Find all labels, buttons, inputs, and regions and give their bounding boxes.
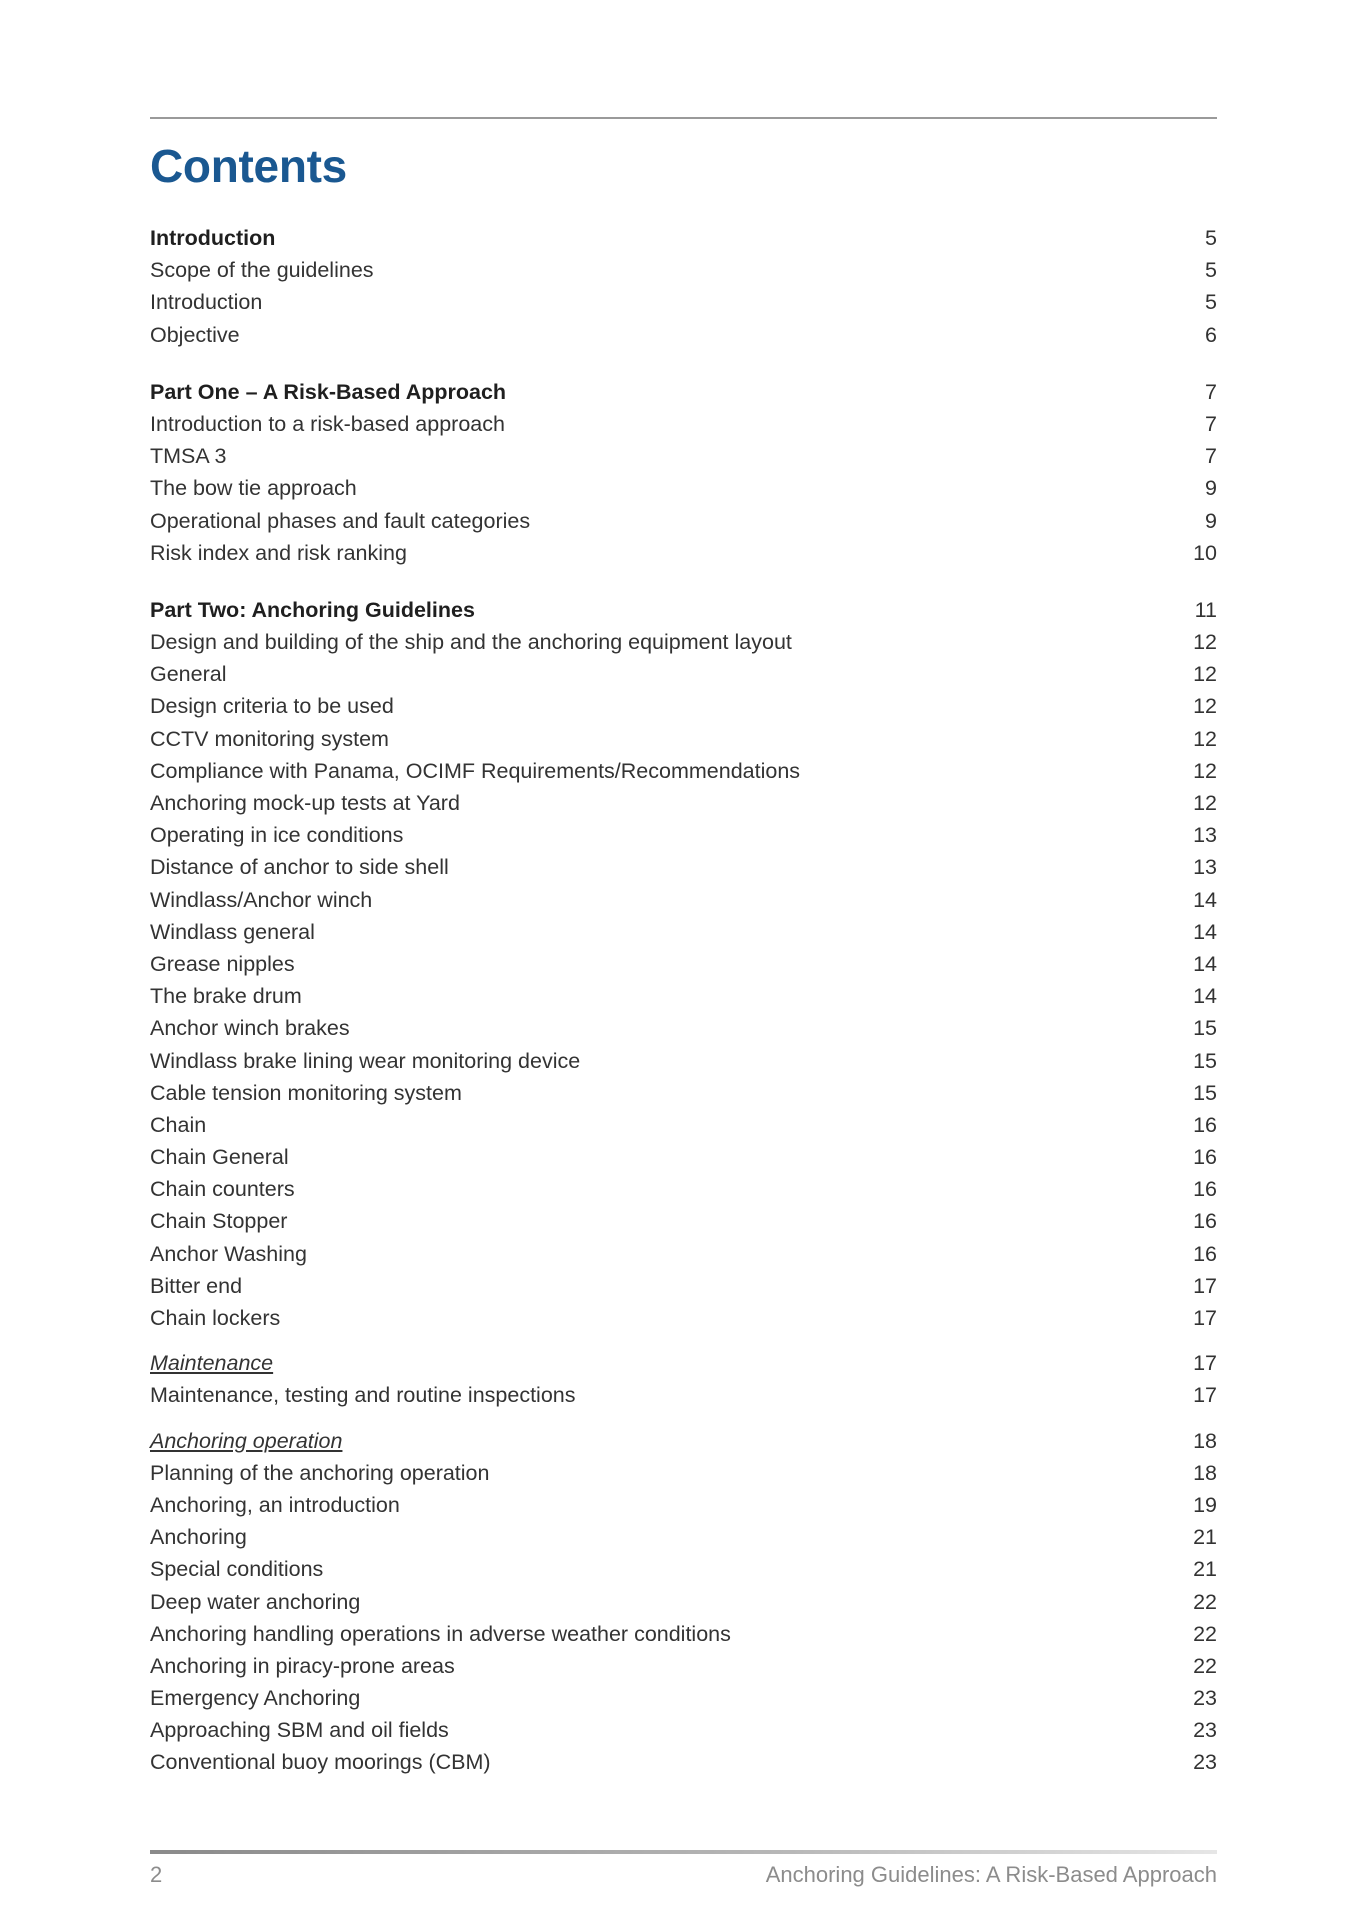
table-of-contents (150, 222, 1217, 1779)
toc-entry-label: Introduction to a risk-based approach (150, 411, 505, 436)
toc-entry-label: Windlass general (150, 919, 315, 944)
toc-entry[interactable] (150, 1045, 1217, 1077)
toc-entry[interactable] (150, 319, 1217, 351)
footer-divider (150, 1850, 1217, 1854)
top-divider (150, 117, 1217, 119)
toc-entry[interactable] (150, 1012, 1217, 1044)
toc-entry[interactable] (150, 948, 1217, 980)
toc-entry-label: Anchoring mock-up tests at Yard (150, 791, 460, 815)
toc-entry[interactable] (150, 690, 1217, 722)
toc-entry[interactable] (150, 1746, 1217, 1778)
toc-section-maintenance (150, 1347, 1217, 1411)
toc-entry-page: 7 (1205, 444, 1217, 469)
toc-heading-label: Introduction (150, 226, 276, 250)
toc-entry-label: Chain General (150, 1145, 289, 1170)
toc-entry-label: TMSA 3 (150, 444, 227, 469)
toc-entry[interactable] (150, 1457, 1217, 1489)
toc-entry-page: 7 (1205, 411, 1217, 436)
toc-entry-label: Chain (150, 1112, 207, 1137)
toc-entry[interactable] (150, 1379, 1217, 1411)
toc-entry-label: Objective (150, 322, 240, 347)
toc-subheading[interactable] (150, 1425, 1217, 1457)
toc-entry-label: Design and building of the ship and the anchoring equipment layout (150, 630, 792, 655)
toc-entry[interactable] (150, 1077, 1217, 1109)
toc-heading-page: 7 (1205, 379, 1217, 404)
toc-entry-page: 10 (1193, 540, 1217, 565)
toc-entry-label: CCTV monitoring system (150, 726, 389, 751)
toc-entry[interactable] (150, 787, 1217, 819)
toc-entry-page: 15 (1193, 1080, 1217, 1105)
toc-heading[interactable] (150, 594, 1217, 626)
toc-entry-page: 22 (1193, 1621, 1217, 1646)
toc-entry-page: 15 (1193, 1048, 1217, 1073)
toc-entry-label: The bow tie approach (150, 476, 357, 501)
toc-entry[interactable] (150, 1173, 1217, 1205)
toc-entry[interactable] (150, 505, 1217, 537)
toc-entry-label: Operational phases and fault categories (150, 508, 531, 533)
toc-entry[interactable] (150, 1489, 1217, 1521)
toc-entry-page: 22 (1193, 1653, 1217, 1678)
toc-entry-page: 5 (1205, 258, 1217, 283)
toc-entry-label: Anchoring (150, 1525, 247, 1550)
toc-entry[interactable] (150, 1205, 1217, 1237)
toc-entry-page: 16 (1193, 1112, 1217, 1137)
toc-entry-page: 23 (1193, 1686, 1217, 1711)
toc-entry[interactable] (150, 980, 1217, 1012)
toc-entry[interactable] (150, 1238, 1217, 1270)
toc-items (150, 1457, 1217, 1779)
toc-entry[interactable] (150, 1650, 1217, 1682)
toc-entry-page: 19 (1193, 1492, 1217, 1517)
toc-entry-page: 13 (1193, 823, 1217, 848)
toc-entry-page: 12 (1193, 791, 1217, 815)
toc-entry-label: Planning of the anchoring operation (150, 1460, 490, 1485)
toc-entry-page: 16 (1193, 1145, 1217, 1170)
toc-subheading[interactable] (150, 1347, 1217, 1379)
toc-items (150, 1379, 1217, 1411)
toc-entry-page: 16 (1193, 1177, 1217, 1202)
toc-entry-label: Distance of anchor to side shell (150, 855, 449, 880)
toc-subheading-label: Anchoring operation (150, 1428, 343, 1453)
toc-entry[interactable] (150, 723, 1217, 755)
toc-entry-page: 23 (1193, 1718, 1217, 1743)
toc-entry-page: 12 (1193, 630, 1217, 655)
toc-entry-page: 9 (1205, 508, 1217, 533)
toc-entry-label: Design criteria to be used (150, 694, 394, 719)
toc-entry-label: Special conditions (150, 1557, 324, 1582)
toc-subheading-page: 18 (1193, 1428, 1217, 1453)
toc-entry-label: Introduction (150, 290, 263, 315)
toc-entry-label: Emergency Anchoring (150, 1686, 361, 1711)
toc-entry-label: Operating in ice conditions (150, 823, 404, 848)
footer-publication-title: Anchoring Guidelines: A Risk-Based Approach (765, 1862, 1217, 1887)
toc-entry-page: 13 (1193, 855, 1217, 880)
toc-entry[interactable] (150, 1302, 1217, 1334)
toc-entry-page: 16 (1193, 1209, 1217, 1234)
toc-entry-page: 9 (1205, 476, 1217, 501)
toc-entry[interactable] (150, 1682, 1217, 1714)
toc-entry[interactable] (150, 626, 1217, 658)
toc-entry-label: Windlass brake lining wear monitoring device (150, 1048, 581, 1073)
toc-entry-page: 12 (1193, 726, 1217, 751)
toc-entry-label: General (150, 662, 227, 687)
toc-section-part-two (150, 594, 1217, 1334)
toc-entry-label: Chain Stopper (150, 1209, 288, 1234)
toc-entry-label: Scope of the guidelines (150, 258, 374, 283)
toc-entry-page: 14 (1193, 984, 1217, 1009)
toc-entry-label: The brake drum (150, 984, 302, 1009)
toc-entry[interactable] (150, 755, 1217, 787)
toc-entry-page: 12 (1193, 662, 1217, 687)
toc-entry-page: 14 (1193, 919, 1217, 944)
toc-entry-label: Deep water anchoring (150, 1589, 361, 1614)
toc-entry-label: Maintenance, testing and routine inspections (150, 1383, 576, 1408)
toc-entry-page: 23 (1193, 1750, 1217, 1775)
toc-entry[interactable] (150, 658, 1217, 690)
toc-heading[interactable] (150, 222, 1217, 254)
toc-heading[interactable] (150, 376, 1217, 408)
toc-entry-label: Chain lockers (150, 1306, 281, 1330)
toc-entry-label: Approaching SBM and oil fields (150, 1718, 449, 1743)
toc-entry-label: Grease nipples (150, 951, 295, 976)
toc-entry-page: 18 (1193, 1460, 1217, 1485)
toc-entry-label: Risk index and risk ranking (150, 540, 407, 565)
toc-entry[interactable] (150, 1521, 1217, 1553)
toc-section-anchoring-operation (150, 1425, 1217, 1779)
toc-entry[interactable] (150, 1141, 1217, 1173)
toc-entry[interactable] (150, 286, 1217, 318)
toc-entry-label: Bitter end (150, 1273, 243, 1298)
toc-entry-page: 12 (1193, 694, 1217, 719)
toc-entry-page: 6 (1205, 322, 1217, 347)
toc-items (150, 626, 1217, 1334)
toc-heading-label: Part Two: Anchoring Guidelines (150, 597, 475, 622)
toc-entry-label: Anchor Washing (150, 1241, 307, 1266)
toc-entry-page: 14 (1193, 951, 1217, 976)
toc-items (150, 408, 1217, 569)
toc-entry-page: 21 (1193, 1557, 1217, 1582)
toc-entry-label: Chain counters (150, 1177, 295, 1202)
toc-subheading-label: Maintenance (150, 1351, 274, 1376)
toc-entry-label: Anchoring handling operations in adverse weather conditions (150, 1621, 731, 1646)
toc-entry-label: Conventional buoy moorings (CBM) (150, 1750, 491, 1775)
toc-entry-label: Anchor winch brakes (150, 1016, 350, 1041)
toc-entry-page: 17 (1193, 1306, 1217, 1330)
toc-heading-page: 5 (1205, 226, 1217, 250)
toc-section-part-one (150, 376, 1217, 569)
toc-entry-page: 22 (1193, 1589, 1217, 1614)
toc-entry-page: 15 (1193, 1016, 1217, 1041)
toc-entry-label: Anchoring in piracy-prone areas (150, 1653, 455, 1678)
toc-entry[interactable] (150, 916, 1217, 948)
footer-page-number: 2 (150, 1862, 163, 1887)
toc-entry[interactable] (150, 408, 1217, 440)
toc-entry[interactable] (150, 884, 1217, 916)
toc-entry-page: 17 (1193, 1383, 1217, 1408)
toc-heading-page: 11 (1194, 597, 1217, 622)
toc-entry[interactable] (150, 851, 1217, 883)
page-title: Contents (150, 140, 347, 192)
toc-entry[interactable] (150, 1714, 1217, 1746)
toc-entry[interactable] (150, 1618, 1217, 1650)
toc-entry[interactable] (150, 472, 1217, 504)
toc-entry-page: 16 (1193, 1241, 1217, 1266)
toc-section-introduction (150, 222, 1217, 351)
toc-entry-page: 21 (1193, 1525, 1217, 1550)
toc-entry-label: Compliance with Panama, OCIMF Requirements/Recommendations (150, 758, 801, 783)
toc-entry[interactable] (150, 1586, 1217, 1618)
toc-entry-label: Windlass/Anchor winch (150, 887, 373, 912)
toc-entry[interactable] (150, 537, 1217, 569)
toc-entry[interactable] (150, 1270, 1217, 1302)
toc-entry[interactable] (150, 1109, 1217, 1141)
toc-entry-label: Cable tension monitoring system (150, 1080, 462, 1105)
toc-entry-page: 12 (1193, 758, 1217, 783)
toc-items (150, 254, 1217, 351)
toc-entry[interactable] (150, 819, 1217, 851)
toc-entry[interactable] (150, 254, 1217, 286)
toc-subheading-page: 17 (1193, 1351, 1217, 1376)
toc-entry[interactable] (150, 440, 1217, 472)
toc-entry-page: 14 (1193, 887, 1217, 912)
toc-entry[interactable] (150, 1553, 1217, 1585)
toc-entry-page: 5 (1205, 290, 1217, 315)
toc-heading-label: Part One – A Risk-Based Approach (150, 379, 507, 404)
toc-entry-label: Anchoring, an introduction (150, 1492, 400, 1517)
toc-entry-page: 17 (1193, 1273, 1217, 1298)
